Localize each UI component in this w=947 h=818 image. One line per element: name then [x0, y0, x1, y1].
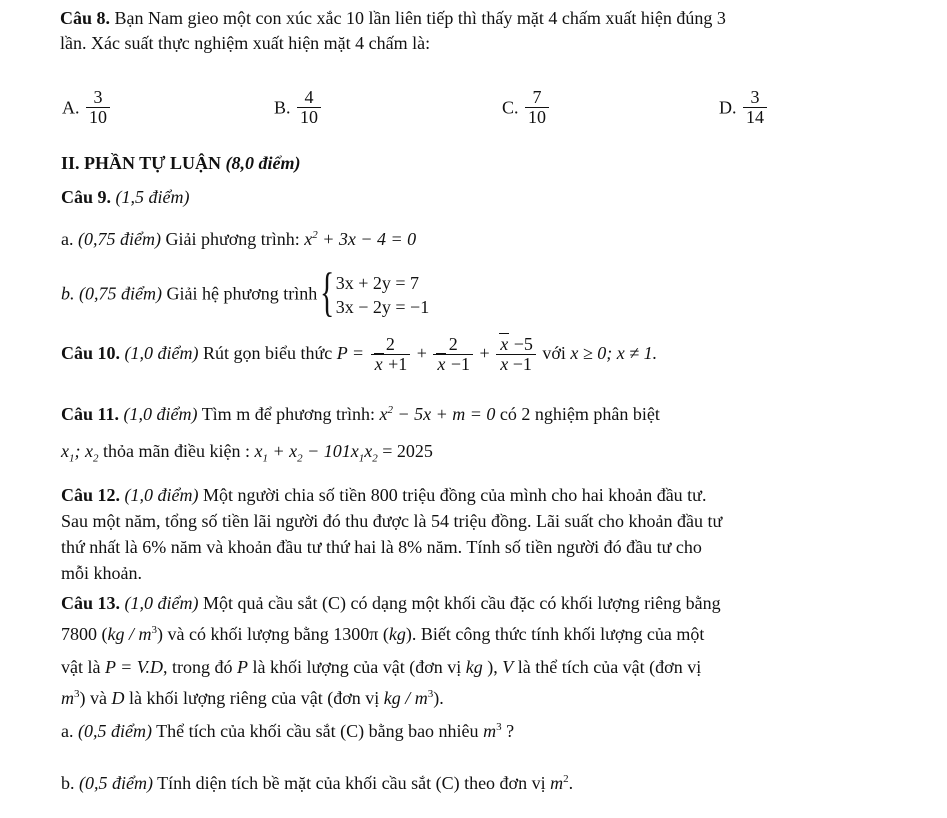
q13-text-2: . Biết công thức tính khối lượng của một [411, 624, 705, 644]
option-fraction [86, 88, 110, 128]
q10: Câu 10. (1,0 điểm) Rút gọn biểu thức P = $\frac{2}{x +1}$ + $\frac{2}{x -1}$ + $\frac{x -5}{x -1}$ với x ≥ 0; x ≠ 1. [61, 334, 658, 374]
section-points: (8,0 điểm) [225, 153, 301, 173]
q13-text-3a: vật là [61, 657, 105, 677]
q12-text-1: Một người chia số tiền 800 triệu đồng của mình cho hai khoản đầu tư. [198, 485, 707, 505]
q8-option-d [719, 88, 769, 128]
q13-a: a. (0,5 điểm) Thể tích của khối cầu sắt (C) bằng bao nhiêu $m^3$ ? [61, 721, 515, 741]
equation-system [319, 262, 430, 322]
q11-cond-text: thỏa mãn điều kiện : [98, 441, 255, 461]
q13-text-4b: là khối lượng riêng của vật (đơn vị [124, 688, 384, 708]
q9-a [61, 229, 416, 250]
q11-equation: $x^2 - 5x + m = 0$ [379, 404, 496, 424]
q11-line2 [61, 441, 433, 465]
q9-points: (1,5 điểm) [111, 187, 190, 207]
option-label: A. [62, 97, 80, 118]
denominator: 10 [525, 107, 549, 128]
numerator: 3 [93, 87, 103, 107]
q13-line3 [61, 657, 701, 678]
q13-var-v: V [502, 657, 514, 677]
numerator: 7 [532, 87, 542, 107]
q8-line1 [60, 8, 726, 29]
brace-icon: { [319, 262, 334, 322]
q13-text-1: Một quả cầu sắt (C) có dạng một khối cầu đặc có khối lượng riêng bằng [198, 593, 721, 613]
option-fraction [525, 88, 549, 128]
q13-line4: $m^3$) và D là khối lượng riêng của vật (đơn vị kg / $m^3$). [61, 688, 444, 708]
q8-option-b [274, 88, 323, 128]
denominator: 10 [86, 107, 110, 128]
q12-line3: thứ nhất là 6% năm và khoản đầu tư thứ hai là 8% năm. Tính số tiền người đó đầu tư cho [61, 537, 702, 557]
section-title [61, 153, 301, 174]
q13-text-3d: ), [482, 657, 503, 677]
option-label: C. [502, 97, 519, 118]
q13-b: b. (0,5 điểm) Tính diện tích bề mặt của khối cầu sắt (C) theo đơn vị $m^2$. [61, 773, 574, 793]
q12-points: (1,0 điểm) [120, 485, 199, 505]
q13-density-unit: $(kg / m^3)$ [101, 624, 163, 644]
q12-line1 [61, 485, 706, 506]
numerator: 4 [304, 87, 314, 107]
q9-b-prefix: b. [61, 283, 79, 304]
q13-line2 [61, 624, 704, 645]
q8-option-c [502, 88, 551, 128]
q11-roots: $x_1$; $x_2$ [61, 441, 99, 465]
q8-text-1: Bạn Nam gieo một con xúc xắc 10 lần liên tiếp thì thấy mặt 4 chấm xuất hiện đúng 3 [110, 8, 726, 28]
q13-text-3b: , trong đó [162, 657, 237, 677]
q11-after-eq: có 2 nghiệm phân biệt [495, 404, 660, 424]
fraction: $\frac{2}{x -1}$ [433, 335, 473, 375]
q10-expression: P = [336, 342, 369, 363]
q13-mass-unit: (kg) [382, 624, 412, 644]
q11-points: (1,0 điểm) [119, 404, 198, 424]
q11-text: Tìm m để phương trình: [197, 404, 380, 424]
q10-points: (1,0 điểm) [120, 342, 199, 363]
q9-b-text: Giải hệ phương trình [161, 283, 322, 304]
q9-a-prefix: a. [61, 229, 78, 249]
q13-text-3e: là thể tích của vật (đơn vị [513, 657, 702, 677]
q9-a-equation: $x^2 + 3x - 4 = 0$ [304, 229, 417, 249]
q13-unit-density: kg / m [383, 688, 428, 708]
q9-b-points: (0,75 điểm) [79, 283, 162, 304]
q9-a-text: Giải phương trình: [160, 229, 305, 249]
fraction: $\frac{x -5}{x -1}$ [496, 335, 536, 375]
q12-line4: mỗi khoản. [61, 563, 142, 583]
q13-text-4c: ). [433, 688, 444, 708]
q11-cond-rhs: = 2025 [377, 441, 433, 461]
system-equation-2: 3x − 2y = −1 [335, 297, 430, 318]
denominator: 10 [297, 107, 321, 128]
q12-line2: Sau một năm, tổng số tiền lãi người đó thu được là 54 triệu đồng. Lãi suất cho khoản đầu tư [61, 511, 723, 531]
q13-density: 7800 [61, 624, 102, 644]
q9-heading [61, 187, 190, 208]
q13-a-prefix: a. [61, 721, 78, 741]
numerator: 3 [750, 87, 760, 107]
q13-mass: và có khối lượng bằng 1300π [163, 624, 383, 644]
q13-var-p: P [236, 657, 248, 677]
q9-a-points: (0,75 điểm) [78, 229, 161, 249]
system-equation-1: 3x + 2y = 7 [335, 273, 420, 293]
denominator: 14 [743, 107, 767, 128]
section-title-text: II. PHẦN TỰ LUẬN [61, 153, 222, 173]
q13-unit-m3: m [61, 688, 74, 708]
q13-b-prefix: b. [61, 773, 79, 793]
q13-line1 [61, 593, 721, 614]
q10-label: Câu 10. [61, 342, 121, 363]
q10-cond-text: với [537, 342, 571, 363]
q8-line2: lần. Xác suất thực nghiệm xuất hiện mặt 4 chấm là: [60, 33, 431, 53]
option-fraction [743, 88, 767, 128]
q13-points: (1,0 điểm) [120, 593, 199, 613]
q13-unit-kg: kg [465, 657, 483, 677]
q13-label: Câu 13. [61, 593, 121, 613]
q11-label: Câu 11. [61, 404, 120, 424]
q10-text: Rút gọn biểu thức [198, 342, 337, 363]
option-label: D. [719, 97, 737, 118]
q13-a-points: (0,5 điểm) [78, 721, 152, 741]
q10-condition: x ≥ 0; x ≠ 1. [570, 342, 658, 363]
option-fraction [297, 88, 321, 128]
q13-a-text: Thể tích của khối cầu sắt (C) bằng bao nhiêu [151, 721, 484, 741]
q13-b-points: (0,5 điểm) [79, 773, 153, 793]
q11-line1 [61, 404, 660, 425]
q8-label: Câu 8. [60, 8, 111, 28]
q12-label: Câu 12. [61, 485, 121, 505]
q8-option-a [62, 88, 112, 128]
q13-var-d: D [111, 688, 125, 708]
q9-label: Câu 9. [61, 187, 112, 207]
fraction: $\frac{2}{x +1}$ [371, 335, 411, 375]
q13-text-3c: là khối lượng của vật (đơn vị [247, 657, 466, 677]
q9-b [61, 262, 430, 322]
option-label: B. [274, 97, 291, 118]
q11-condition: $x_1 + x_2 - 101x_1x_2$ [254, 441, 378, 465]
q13-text-4a: ) và [79, 688, 112, 708]
q13-b-text: Tính diện tích bề mặt của khối cầu sắt (C) theo đơn vị [152, 773, 551, 793]
q13-formula: P = V.D [104, 657, 163, 677]
